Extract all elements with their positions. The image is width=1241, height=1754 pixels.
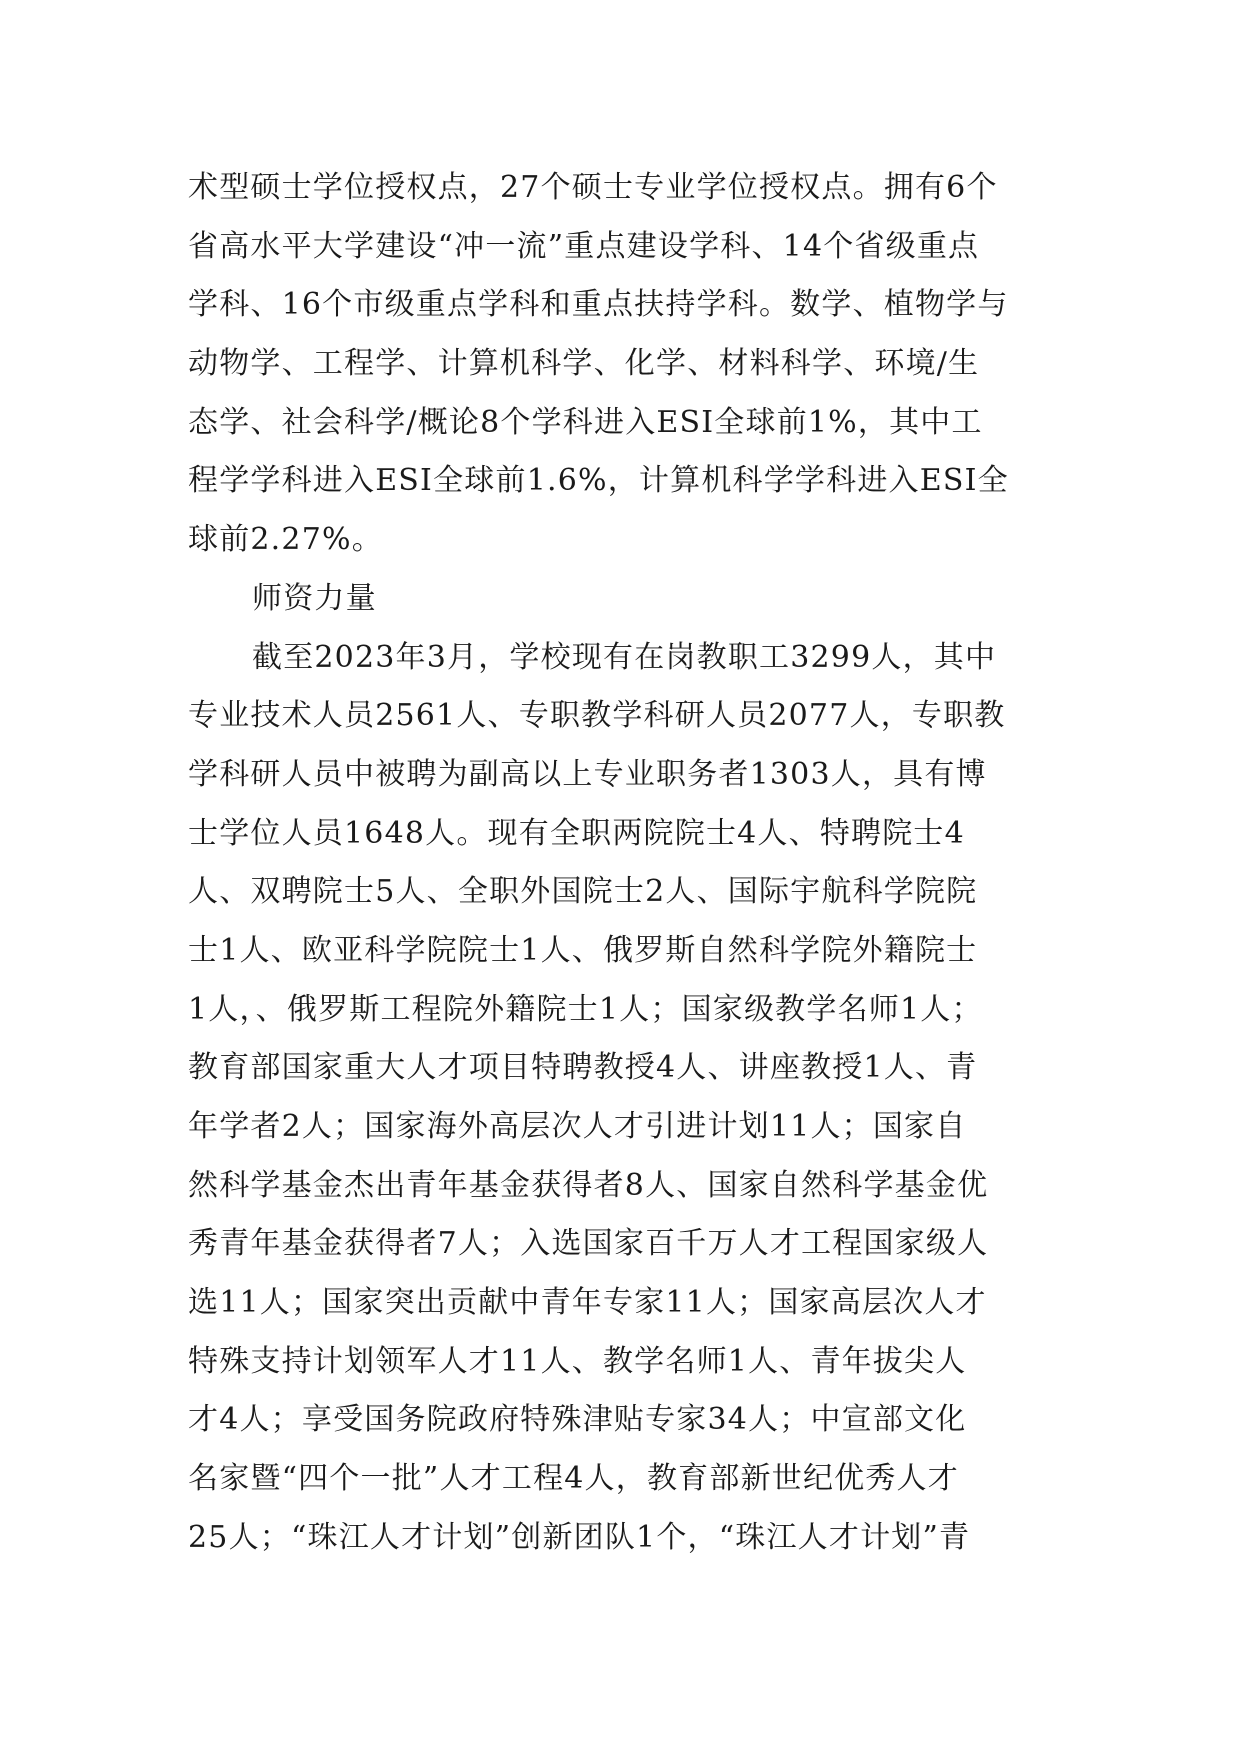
text-line: 省高水平大学建设“冲一流”重点建设学科、14个省级重点 [188,228,980,264]
text-line: 态学、社会科学/概论8个学科进入ESI全球前1%，其中工 [188,404,983,440]
text-line: 教育部国家重大人才项目特聘教授4人、讲座教授1人、青 [188,1050,978,1086]
text-line: 25人；“珠江人才计划”创新团队1个，“珠江人才计划”青 [188,1519,971,1555]
section-heading: 师资力量 [252,580,377,616]
text-line: 士1人、欧亚科学院院士1人、俄罗斯自然科学院外籍院士 [188,932,978,968]
text-line: 选11人；国家突出贡献中青年专家11人；国家高层次人才 [188,1285,987,1321]
text-line: 才4人；享受国务院政府特殊津贴专家34人；中宣部文化 [188,1402,967,1438]
text-line: 特殊支持计划领军人才11人、教学名师1人、青年拔尖人 [188,1343,967,1379]
text-line: 专业技术人员2561人、专职教学科研人员2077人，专职教 [188,698,1006,734]
text-line: 然科学基金杰出青年基金获得者8人、国家自然科学基金优 [188,1167,989,1203]
paragraph-faculty [188,629,1068,1568]
text-line: 人、双聘院士5人、全职外国院士2人、国际宇航科学院院 [188,874,978,910]
text-line: 1人，、俄罗斯工程院外籍院士1人；国家级教学名师1人； [188,991,983,1027]
text-line: 士学位人员1648人。现有全职两院院士4人、特聘院士4 [188,815,965,851]
text-line: 名家暨“四个一批”人才工程4人，教育部新世纪优秀人才 [188,1461,959,1497]
text-line: 截至2023年3月，学校现有在岗教职工3299人，其中 [252,639,997,675]
text-line: 动物学、工程学、计算机科学、化学、材料科学、环境/生 [188,346,980,382]
paragraph-continuation [188,159,1068,570]
text-line: 学科、16个市级重点学科和重点扶持学科。数学、植物学与 [188,287,1009,323]
text-line: 年学者2人；国家海外高层次人才引进计划11人；国家自 [188,1109,967,1144]
text-line: 程学学科进入ESI全球前1.6%，计算机科学学科进入ESI全 [188,463,1009,499]
text-line: 秀青年基金获得者7人；入选国家百千万人才工程国家级人 [188,1226,989,1262]
text-line: 术型硕士学位授权点，27个硕士专业学位授权点。拥有6个 [188,170,998,205]
text-line: 球前2.27%。 [188,522,383,558]
text-line: 学科研人员中被聘为副高以上专业职务者1303人，具有博 [188,756,987,792]
document-body [188,159,1068,1568]
